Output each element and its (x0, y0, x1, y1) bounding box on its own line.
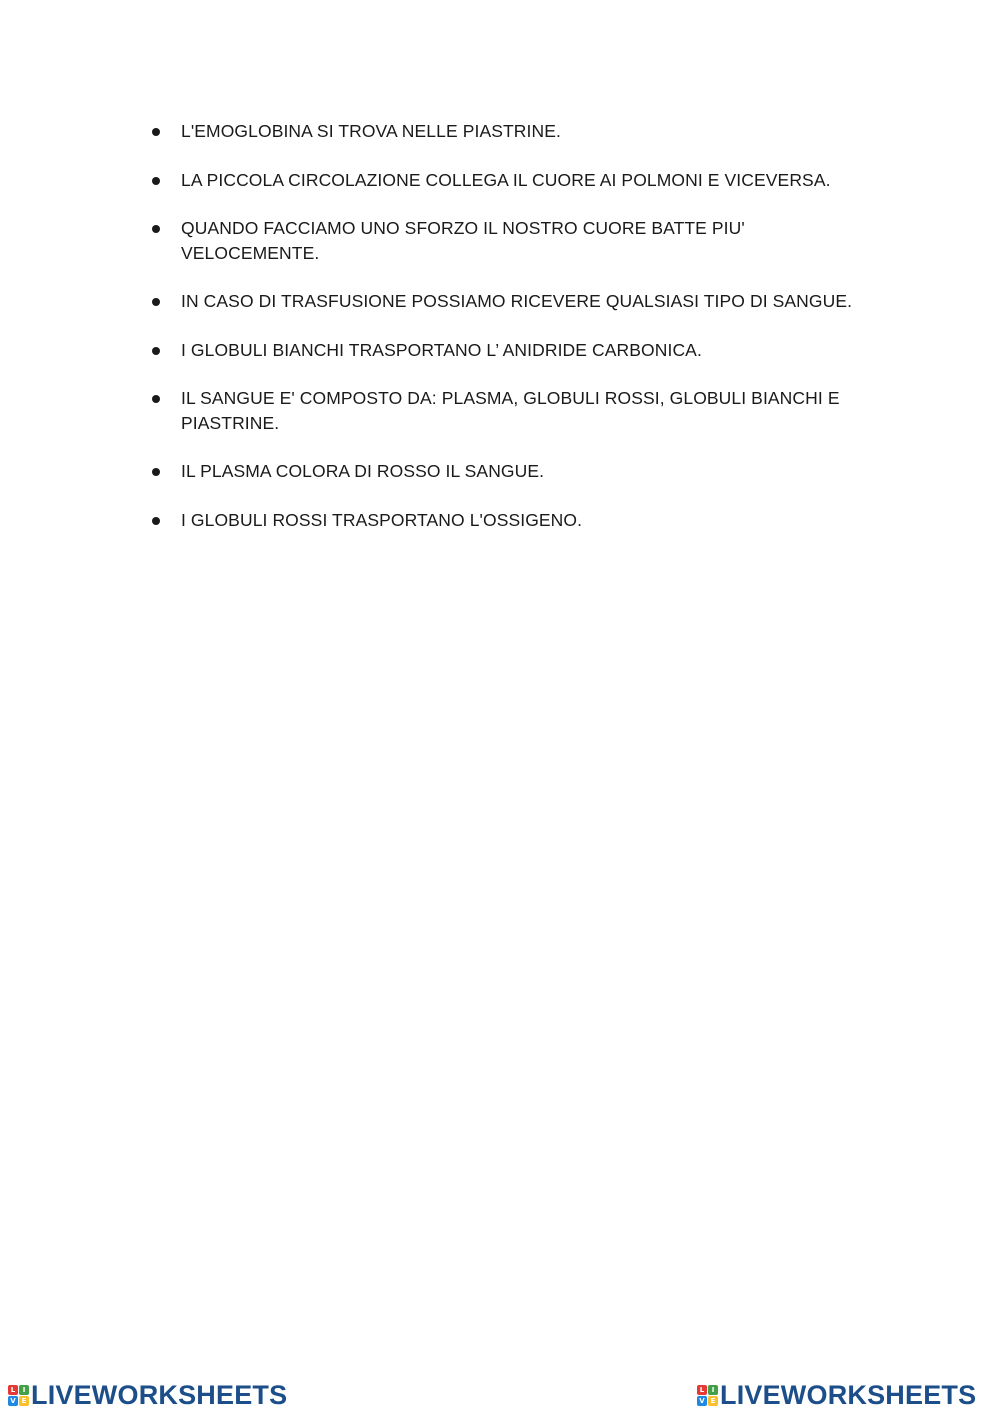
statement-text: LA PICCOLA CIRCOLAZIONE COLLEGA IL CUORE AI POLMONI E VICEVERSA. (181, 169, 831, 190)
logo-blocks-icon (697, 1385, 718, 1406)
statement-item (152, 289, 882, 314)
logo-block-e: E (19, 1396, 29, 1406)
liveworksheets-logo-left (8, 1380, 287, 1410)
statement-text: QUANDO FACCIAMO UNO SFORZO IL NOSTRO CUORE BATTE PIU' VELOCEMENTE. (181, 218, 745, 263)
bullet-icon (152, 225, 160, 233)
logo-blocks-icon (8, 1385, 29, 1406)
bullet-icon (152, 298, 160, 306)
brand-name: LIVEWORKSHEETS (31, 1380, 288, 1410)
logo-block-l: L (697, 1385, 707, 1395)
statement-item (152, 386, 882, 435)
bullet-icon (152, 177, 160, 185)
bullet-icon (152, 395, 160, 403)
liveworksheets-logo-right (697, 1380, 976, 1410)
statement-text: IL PLASMA COLORA DI ROSSO IL SANGUE. (181, 461, 545, 481)
brand-name: LIVEWORKSHEETS (720, 1380, 977, 1410)
logo-block-i: I (19, 1385, 29, 1395)
logo-block-i: I (708, 1385, 718, 1395)
bullet-icon (152, 128, 160, 136)
statement-text: I GLOBULI BIANCHI TRASPORTANO L’ ANIDRIDE CARBONICA. (181, 339, 702, 360)
statement-item (152, 459, 882, 484)
logo-block-v: V (8, 1396, 18, 1406)
bullet-icon (152, 468, 160, 476)
statement-text: IN CASO DI TRASFUSIONE POSSIAMO RICEVERE QUALSIASI TIPO DI SANGUE. (181, 291, 853, 311)
statement-item (152, 508, 882, 533)
statement-item (152, 216, 882, 265)
logo-block-l: L (8, 1385, 18, 1395)
logo-block-e: E (708, 1396, 718, 1406)
statement-item (152, 338, 882, 363)
bullet-icon (152, 517, 160, 525)
statement-list (152, 119, 882, 556)
bullet-icon (152, 347, 160, 355)
statement-text: IL SANGUE E' COMPOSTO DA: PLASMA, GLOBULI ROSSI, GLOBULI BIANCHI E PIASTRINE. (181, 388, 840, 433)
logo-block-v: V (697, 1396, 707, 1406)
statement-text: I GLOBULI ROSSI TRASPORTANO L'OSSIGENO. (181, 509, 583, 530)
statement-item (152, 168, 882, 193)
statement-item (152, 119, 882, 144)
statement-text: L'EMOGLOBINA SI TROVA NELLE PIASTRINE. (181, 121, 561, 141)
